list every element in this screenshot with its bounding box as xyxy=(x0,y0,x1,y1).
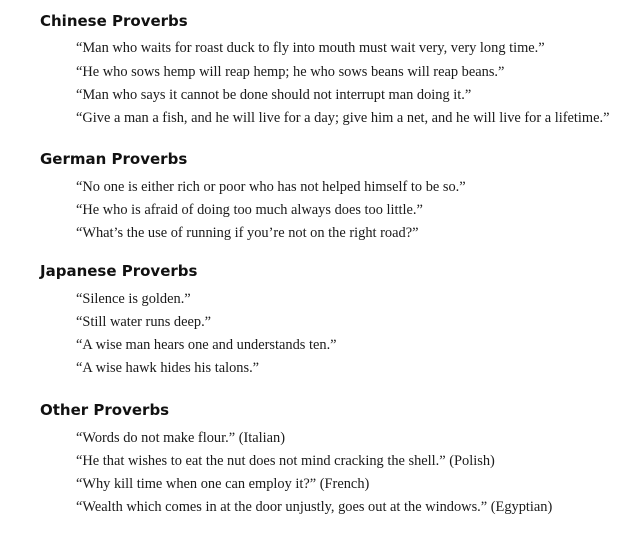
section-heading: Other Proverbs xyxy=(40,401,170,419)
proverb-item: “He who sows hemp will reap hemp; he who sows beans will reap beans.” xyxy=(76,64,505,80)
proverb-item: “No one is either rich or poor who has not helped himself to be so.” xyxy=(76,179,466,195)
proverb-item: “Why kill time when one can employ it?” (French) xyxy=(76,476,370,492)
proverb-item: “A wise hawk hides his talons.” xyxy=(76,360,260,376)
section-heading: Japanese Proverbs xyxy=(40,262,198,280)
proverb-item: “Silence is golden.” xyxy=(76,291,191,307)
proverb-item: “Give a man a fish, and he will live for a day; give him a net, and he will live for a lifetime.” xyxy=(76,110,610,126)
proverb-item: “Man who says it cannot be done should not interrupt man doing it.” xyxy=(76,87,472,103)
proverb-item: “A wise man hears one and understands ten.” xyxy=(76,337,337,353)
proverb-item: “He who is afraid of doing too much always does too little.” xyxy=(76,202,423,218)
proverb-item: “Words do not make flour.” (Italian) xyxy=(76,430,286,446)
section-heading: Chinese Proverbs xyxy=(40,12,188,30)
proverb-item: “Man who waits for roast duck to fly into mouth must wait very, very long time.” xyxy=(76,40,545,56)
proverb-item: “Still water runs deep.” xyxy=(76,314,212,330)
proverb-item: “Wealth which comes in at the door unjustly, goes out at the windows.” (Egyptian) xyxy=(76,499,553,515)
proverb-item: “He that wishes to eat the nut does not mind cracking the shell.” (Polish) xyxy=(76,453,495,469)
proverb-item: “What’s the use of running if you’re not on the right road?” xyxy=(76,225,419,241)
section-heading: German Proverbs xyxy=(40,150,188,168)
